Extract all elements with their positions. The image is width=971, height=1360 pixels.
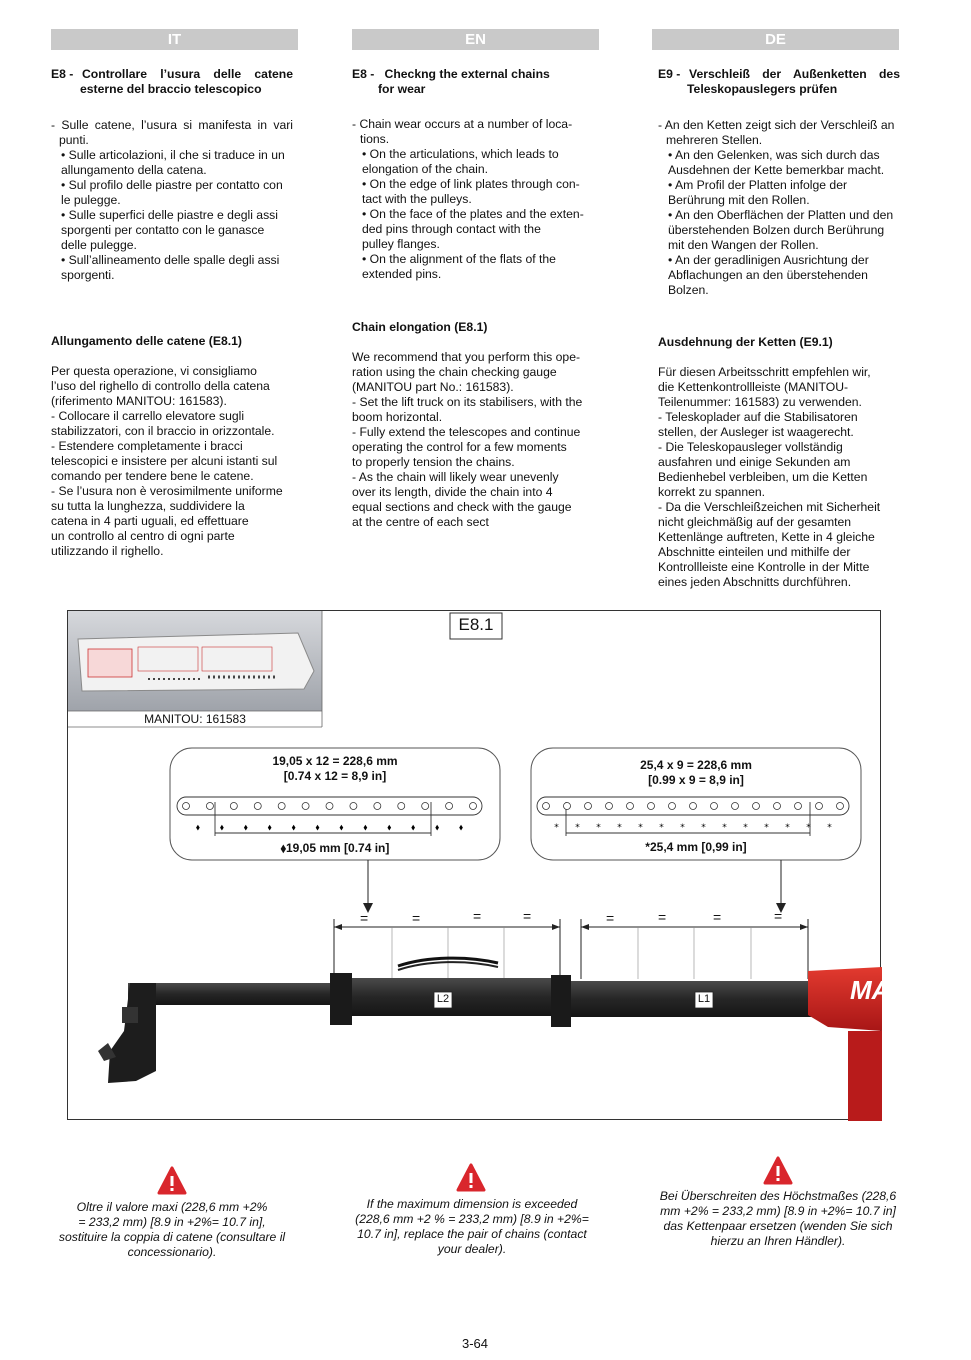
intro-line: - Sulle catene, l’usura si manifesta in vari [51,118,293,132]
warning-icon [456,1163,486,1193]
gauge-photo [68,611,322,711]
line: eines jeden Abschnitts durchführen. [658,575,852,589]
intro-line: - An den Ketten zeigt sich der Verschleiß an [658,118,895,132]
line: Bei Überschreiten des Höchstmaßes (228,6 [659,1189,897,1203]
list-item [352,395,594,425]
list-item [658,253,900,298]
list-item [51,439,293,484]
line: utilizzando il righello. [51,544,164,558]
pitch-mark: ⬧ [291,823,296,833]
list-item [352,252,594,282]
line: concessionario). [127,1245,217,1259]
chain-right-formula-mm: 25,4 x 9 = 228,6 mm [640,758,752,772]
chain-roller [398,803,405,810]
line: telescopici e insistere per alcuni istanti sul [51,454,278,468]
list-item [51,253,293,283]
chain-roller [690,803,697,810]
section-title-it [51,67,293,97]
chain-roller [183,803,190,810]
line: • Sulle articolazioni, il che si traduce in un [61,148,285,162]
line: pulley flanges. [362,237,440,251]
pitch-mark: * [743,823,748,833]
photo-caption: MANITOU: 161583 [144,712,246,726]
chain-roller [564,803,571,810]
intro-line: tions. [360,132,390,146]
line: Ausdehnen der Kette bemerkbar macht. [668,163,885,177]
intro-line: mehreren Stellen. [666,133,763,147]
line: sostituire la coppia di catene (consultare il [58,1230,286,1244]
line: • Sul profilo delle piastre per contatto con [61,178,283,192]
chain-roller [669,803,676,810]
line: - Set the lift truck on its stabilisers, with the [352,395,583,409]
intro-line: punti. [59,133,89,147]
line: tact with the pulleys. [362,192,472,206]
line: We recommend that you perform this ope- [352,350,581,364]
chain-roller [837,803,844,810]
line: • An der geradlinigen Ausrichtung der [668,253,869,267]
chain-roller [585,803,592,810]
line: at the centre of each sect [352,515,489,529]
subheading: Chain elongation (E8.1) [352,320,488,334]
line: sporgenti. [61,268,115,282]
list-item [658,208,900,253]
section-label-l1: L1 [697,993,711,1005]
chain-roller [350,803,357,810]
pitch-mark: * [575,823,580,833]
pitch-mark: ⬧ [219,823,224,833]
tab-de: DE [652,29,899,50]
section-label-l2: L2 [436,993,450,1005]
bullet-list [51,148,293,283]
list-item [658,410,900,440]
line: catena in 4 parti uguali, ed effettuare [51,514,249,528]
list-item [51,178,293,208]
chain-roller [543,803,550,810]
line: (riferimento MANITOU: 161583). [51,394,227,408]
list-item [352,177,594,207]
line: Abschnitte einteilen und mithilfe der [658,545,851,559]
chain-roller [326,803,333,810]
paragraph [658,365,900,410]
pitch-mark: * [554,823,559,833]
title-num: E8 - [352,67,375,81]
chain-roller [278,803,285,810]
line: your dealer). [437,1242,507,1256]
warning-icon [763,1156,793,1186]
pitch-mark: * [680,823,685,833]
line: Teilenummer: 161583) zu verwenden. [658,395,862,409]
page-number: 3-64 [461,1336,489,1351]
pitch-mark: * [638,823,643,833]
warning-en [346,1197,598,1257]
section-title-de [658,67,900,97]
line: stellen, der Ausleger ist waagerecht. [658,425,854,439]
warning-de [652,1189,904,1249]
pitch-mark: * [806,823,811,833]
line: boom horizontal. [352,410,443,424]
line: - As the chain will likely wear unevenly [352,470,559,484]
line: - Estendere completamente i bracci [51,439,243,453]
line: Berührung mit den Rollen. [668,193,810,207]
paragraph [352,350,594,395]
pitch-mark: * [827,823,832,833]
line: hierzu an Ihren Händler). [710,1234,846,1248]
line: korrekt zu spannen. [658,485,766,499]
section-title-en [352,67,594,97]
column-de [658,67,900,590]
chain-right-pitch: *25,4 mm [0,99 in] [645,840,747,854]
chain-roller [302,803,309,810]
pitch-mark: ⬧ [411,823,416,833]
pitch-mark: ⬧ [435,823,440,833]
pitch-mark: ⬧ [363,823,368,833]
chain-roller [774,803,781,810]
chain-right-formula-in: [0.99 x 9 = 8,9 in] [648,773,744,787]
line: (228,6 mm +2 % = 233,2 mm) [8.9 in +2%= [355,1212,589,1226]
list-item [658,440,900,500]
warning-icon [157,1166,187,1196]
equal-mark: = [360,910,369,926]
line: If the maximum dimension is exceeded [366,1197,578,1211]
line: ausfahren und einige Sekunden am [658,455,851,469]
line: ration using the chain checking gauge [352,365,557,379]
pitch-mark: ⬧ [339,823,344,833]
line: • An den Oberflächen der Platten und den [668,208,894,222]
intro-line: - Chain wear occurs at a number of loca- [352,117,573,131]
chain-roller [254,803,261,810]
pitch-mark: * [596,823,601,833]
line: Für diesen Arbeitsschritt empfehlen wir, [658,365,871,379]
tab-en: EN [352,29,599,50]
paragraph [51,364,293,409]
line: su tutta la lunghezza, suddividere la [51,499,245,513]
list-item [658,148,900,178]
pitch-mark: * [659,823,664,833]
line: mm +2% = 233,2 mm) [8.9 in +2%= 10.7 in] [660,1204,896,1218]
dimension-lines [334,919,808,979]
line: mit den Wangen der Rollen. [668,238,819,252]
line: equal sections and check with the gauge [352,500,572,514]
pitch-mark: ⬧ [459,823,464,833]
line: • On the articulations, which leads to [362,147,559,161]
line: elongation of the chain. [362,162,489,176]
column-it [51,67,293,559]
line: überstehenden Bolzen durch Berührung [668,223,885,237]
chain-roller [606,803,613,810]
chain-roller [627,803,634,810]
pitch-mark: ⬧ [387,823,392,833]
line: die Kettenkontrollleiste (MANITOU- [658,380,849,394]
pitch-mark: ⬧ [315,823,320,833]
pitch-mark: * [617,823,622,833]
chain-roller [753,803,760,810]
equal-mark: = [658,909,667,925]
line: le pulegge. [61,193,121,207]
bullet-list [658,148,900,298]
chain-roller [816,803,823,810]
line: sporgenti per contatto con le ganasce [61,223,265,237]
pitch-mark: * [722,823,727,833]
figure-label: E8.1 [458,615,494,634]
line: - Fully extend the telescopes and continue [352,425,581,439]
equal-mark: = [523,908,532,924]
line: • Am Profil der Platten infolge der [668,178,848,192]
equal-mark: = [606,910,615,926]
line: - Die Teleskopausleger vollständig [658,440,843,454]
line: Bedienhebel verbleiben, um die Ketten [658,470,868,484]
line: • Sull’allineamento delle spalle degli assi [61,253,280,267]
line: 10.7 in], replace the pair of chains (contact [357,1227,587,1241]
list-item [352,147,594,177]
line: stabilizzatori, con il braccio in orizzontale. [51,424,275,438]
chain-roller [795,803,802,810]
title-line: Teleskopauslegers prüfen [687,82,838,96]
line: - Collocare il carrello elevatore sugli [51,409,245,423]
line: un controllo al centro di ogni parte [51,529,235,543]
chain-roller [732,803,739,810]
line: ded pins through contact with the [362,222,541,236]
chain-roller [648,803,655,810]
list-item [658,178,900,208]
list-item [51,208,293,253]
list-item [352,425,594,470]
pitch-mark: * [701,823,706,833]
pitch-mark: ⬧ [267,823,272,833]
line: delle pulegge. [61,238,137,252]
chain-roller [374,803,381,810]
chain-roller [470,803,477,810]
title-num: E8 - [51,67,74,81]
line: • Sulle superfici delle piastre e degli assi [61,208,278,222]
line: Per questa operazione, vi consigliamo [51,364,257,378]
line: nicht gleichmäßig auf der gesamten [658,515,852,529]
line: Bolzen. [668,283,709,297]
pitch-mark: * [785,823,790,833]
line: Kettenlänge auftreten, Kette in 4 gleiche [658,530,875,544]
line: operating the control for a few moments [352,440,567,454]
chain-roller [422,803,429,810]
pitch-mark: ⬧ [195,823,200,833]
subheading: Allungamento delle catene (E8.1) [51,334,242,348]
equal-mark: = [713,909,722,925]
line: (MANITOU part No.: 161583). [352,380,514,394]
line: extended pins. [362,267,442,281]
list-item [51,484,293,559]
equal-mark: = [412,910,421,926]
bullet-list [352,147,594,282]
list-item [352,470,594,530]
list-item [658,500,900,590]
title-line: for wear [378,82,426,96]
line: l’uso del righello di controllo della catena [51,379,270,393]
list-item [51,148,293,178]
figure-e8-1 [67,610,971,1120]
line: comando per tendere bene le catene. [51,469,254,483]
line: allungamento della catena. [61,163,207,177]
title-line: Controllare l’usura delle catene [82,67,293,81]
list-item [352,207,594,252]
title-line: Checkng the external chains [384,67,550,81]
chain-roller [206,803,213,810]
chain-roller [230,803,237,810]
line: - Se l’usura non è verosimilmente uniforme [51,484,283,498]
column-en [352,67,594,530]
line: - Teleskoplader auf die Stabilisatoren [658,410,858,424]
line: Abflachungen an den überstehenden [668,268,868,282]
pitch-mark: ⬧ [243,823,248,833]
line: das Kettenpaar ersetzen (wenden Sie sich [663,1219,893,1233]
line: - Da die Verschleißzeichen mit Sicherheit [658,500,881,514]
chain-left-formula-mm: 19,05 x 12 = 228,6 mm [272,754,398,768]
warning-it [46,1200,298,1260]
tab-it: IT [51,29,298,50]
chain-roller [446,803,453,810]
title-num: E9 - [658,67,681,81]
line: • An den Gelenken, was sich durch das [668,148,880,162]
title-line: Verschleiß der Außenketten des [689,67,900,81]
title-line: esterne del braccio telescopico [80,82,262,96]
chain-left-formula-in: [0.74 x 12 = 8,9 in] [283,769,387,783]
chain-roller [711,803,718,810]
equal-mark: = [774,908,783,924]
line: • On the face of the plates and the exten- [362,207,584,221]
equal-mark: = [473,908,482,924]
line: over its length, divide the chain into 4 [352,485,553,499]
line: • On the edge of link plates through con- [362,177,580,191]
chain-left-pitch: ⬧19,05 mm [0.74 in] [280,841,390,855]
line: = 233,2 mm) [8.9 in +2%= 10.7 in], [78,1215,266,1229]
line: • On the alignment of the flats of the [362,252,556,266]
list-item [51,409,293,439]
line: to properly tension the chains. [352,455,515,469]
line: Oltre il valore maxi (228,6 mm +2% [76,1200,268,1214]
boom-brand-text: MANITOU [850,975,971,1005]
subheading: Ausdehnung der Ketten (E9.1) [658,335,833,349]
pitch-mark: * [764,823,769,833]
line: Kontrollleiste eine Kontrolle in der Mitte [658,560,870,574]
